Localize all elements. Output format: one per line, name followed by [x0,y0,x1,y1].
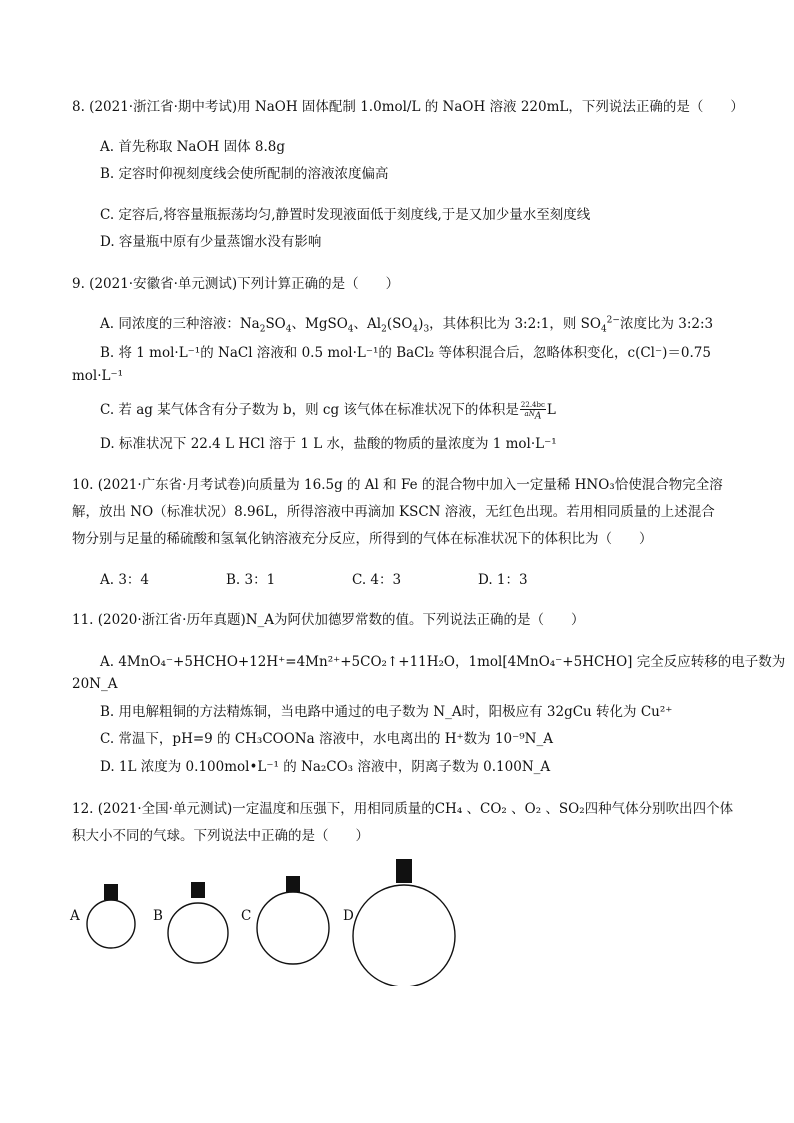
q8-option-a: A. 首先称取 NaOH 固体 8.8g [100,139,286,155]
balloon-a-knot [104,884,118,900]
q10-line-2: 解，放出 NO（标准状况）8.96L，所得溶液中再滴加 KSCN 溶液，无红色出现。若用相同质量的上述混合 [72,504,715,520]
balloon-a [87,900,135,948]
q9-option-d: D. 标准状况下 22.4 L HCl 溶于 1 L 水，盐酸的物质的量浓度为 1 mol·L⁻¹ [100,436,557,452]
q9-stem: 9. (2021·安徽省·单元测试)下列计算正确的是（ ） [72,276,400,292]
q10-option-d: D. 1：3 [478,572,528,588]
balloon-figure [70,856,490,986]
balloon-label-b: B [153,908,163,924]
q8-option-b: B. 定容时仰视刻度线会使所配制的溶液浓度偏高 [100,166,389,182]
q11-option-a-line2: 20N_A [72,676,118,692]
balloon-b-knot [191,882,205,898]
q12-line-2: 积大小不同的气球。下列说法中正确的是（ ） [72,828,369,844]
q11-option-d: D. 1L 浓度为 0.100mol•L⁻¹ 的 Na₂CO₃ 溶液中，阴离子数为 0.100N_A [100,759,551,775]
balloon-b [168,903,228,963]
balloons-svg [70,856,490,986]
balloon-label-a: A [70,908,80,924]
q11-option-c: C. 常温下，pH=9 的 CH₃COONa 溶液中，水电离出的 H⁺数为 10⁻⁹N_A [100,731,553,747]
q11-option-b: B. 用电解粗铜的方法精炼铜，当电路中通过的电子数为 N_A时，阳极应有 32gCu 转化为 Cu²⁺ [100,704,673,720]
q9-option-a: A. 同浓度的三种溶液：$Na_2SO_4$、MgSO$_4$、$Al_2(SO_4)_3$，其体积比为 3:2:1，则 $SO_4^{2-}$浓度比为 3:2:3 [100,315,714,335]
q11-option-a-line1: A. 4MnO₄⁻+5HCHO+12H⁺=4Mn²⁺+5CO₂↑+11H₂O，1mol[4MnO₄⁻+5HCHO] 完全反应转移的电子数为 [100,654,786,670]
balloon-label-c: C [241,908,252,924]
q10-option-b: B. 3：1 [226,572,276,588]
q9-option-b-line2: mol·L⁻¹ [72,368,124,384]
balloon-d-knot [396,859,412,883]
balloon-c-knot [286,876,300,892]
q10-line-3: 物分别与足量的稀硫酸和氢氧化钠溶液充分反应，所得到的气体在标准状况下的体积比为（ ） [72,531,653,547]
q9-option-c: C. 若 ag 某气体含有分子数为 b，则 cg 该气体在标准状况下的体积是 $\frac{22.4bc}{aN_A}$ L [100,400,556,422]
q12-line-1: 12. (2021·全国·单元测试)一定温度和压强下，用相同质量的CH₄ 、CO₂ 、O₂ 、SO₂四种气体分别吹出四个体 [72,801,734,817]
balloon-label-d: D [343,908,354,924]
q10-option-c: C. 4：3 [352,572,402,588]
q10-line-1: 10. (2021·广东省·月考试卷)向质量为 16.5g 的 Al 和 Fe 的混合物中加入一定量稀 HNO₃恰使混合物完全溶 [72,477,723,493]
volume-fraction: $\frac{22.4bc}{aN_A}$ [520,400,545,422]
q8-option-d: D. 容量瓶中原有少量蒸馏水没有影响 [100,234,322,250]
q9-option-b-line1: B. 将 1 mol·L⁻¹的 NaCl 溶液和 0.5 mol·L⁻¹的 BaCl₂ 等体积混合后，忽略体积变化，c(Cl⁻)＝0.75 [100,345,711,361]
q8-option-c: C. 定容后,将容量瓶振荡均匀,静置时发现液面低于刻度线,于是又加少量水至刻度线 [100,207,591,223]
balloon-d [353,885,455,986]
q10-option-a: A. 3：4 [100,572,150,588]
q8-stem: 8. (2021·浙江省·期中考试)用 NaOH 固体配制 1.0mol/L 的 NaOH 溶液 220mL，下列说法正确的是（ ） [72,99,744,115]
balloon-c [257,892,329,964]
q11-stem: 11. (2020·浙江省·历年真题)N_A为阿伏加德罗常数的值。下列说法正确的是（ ） [72,612,585,628]
